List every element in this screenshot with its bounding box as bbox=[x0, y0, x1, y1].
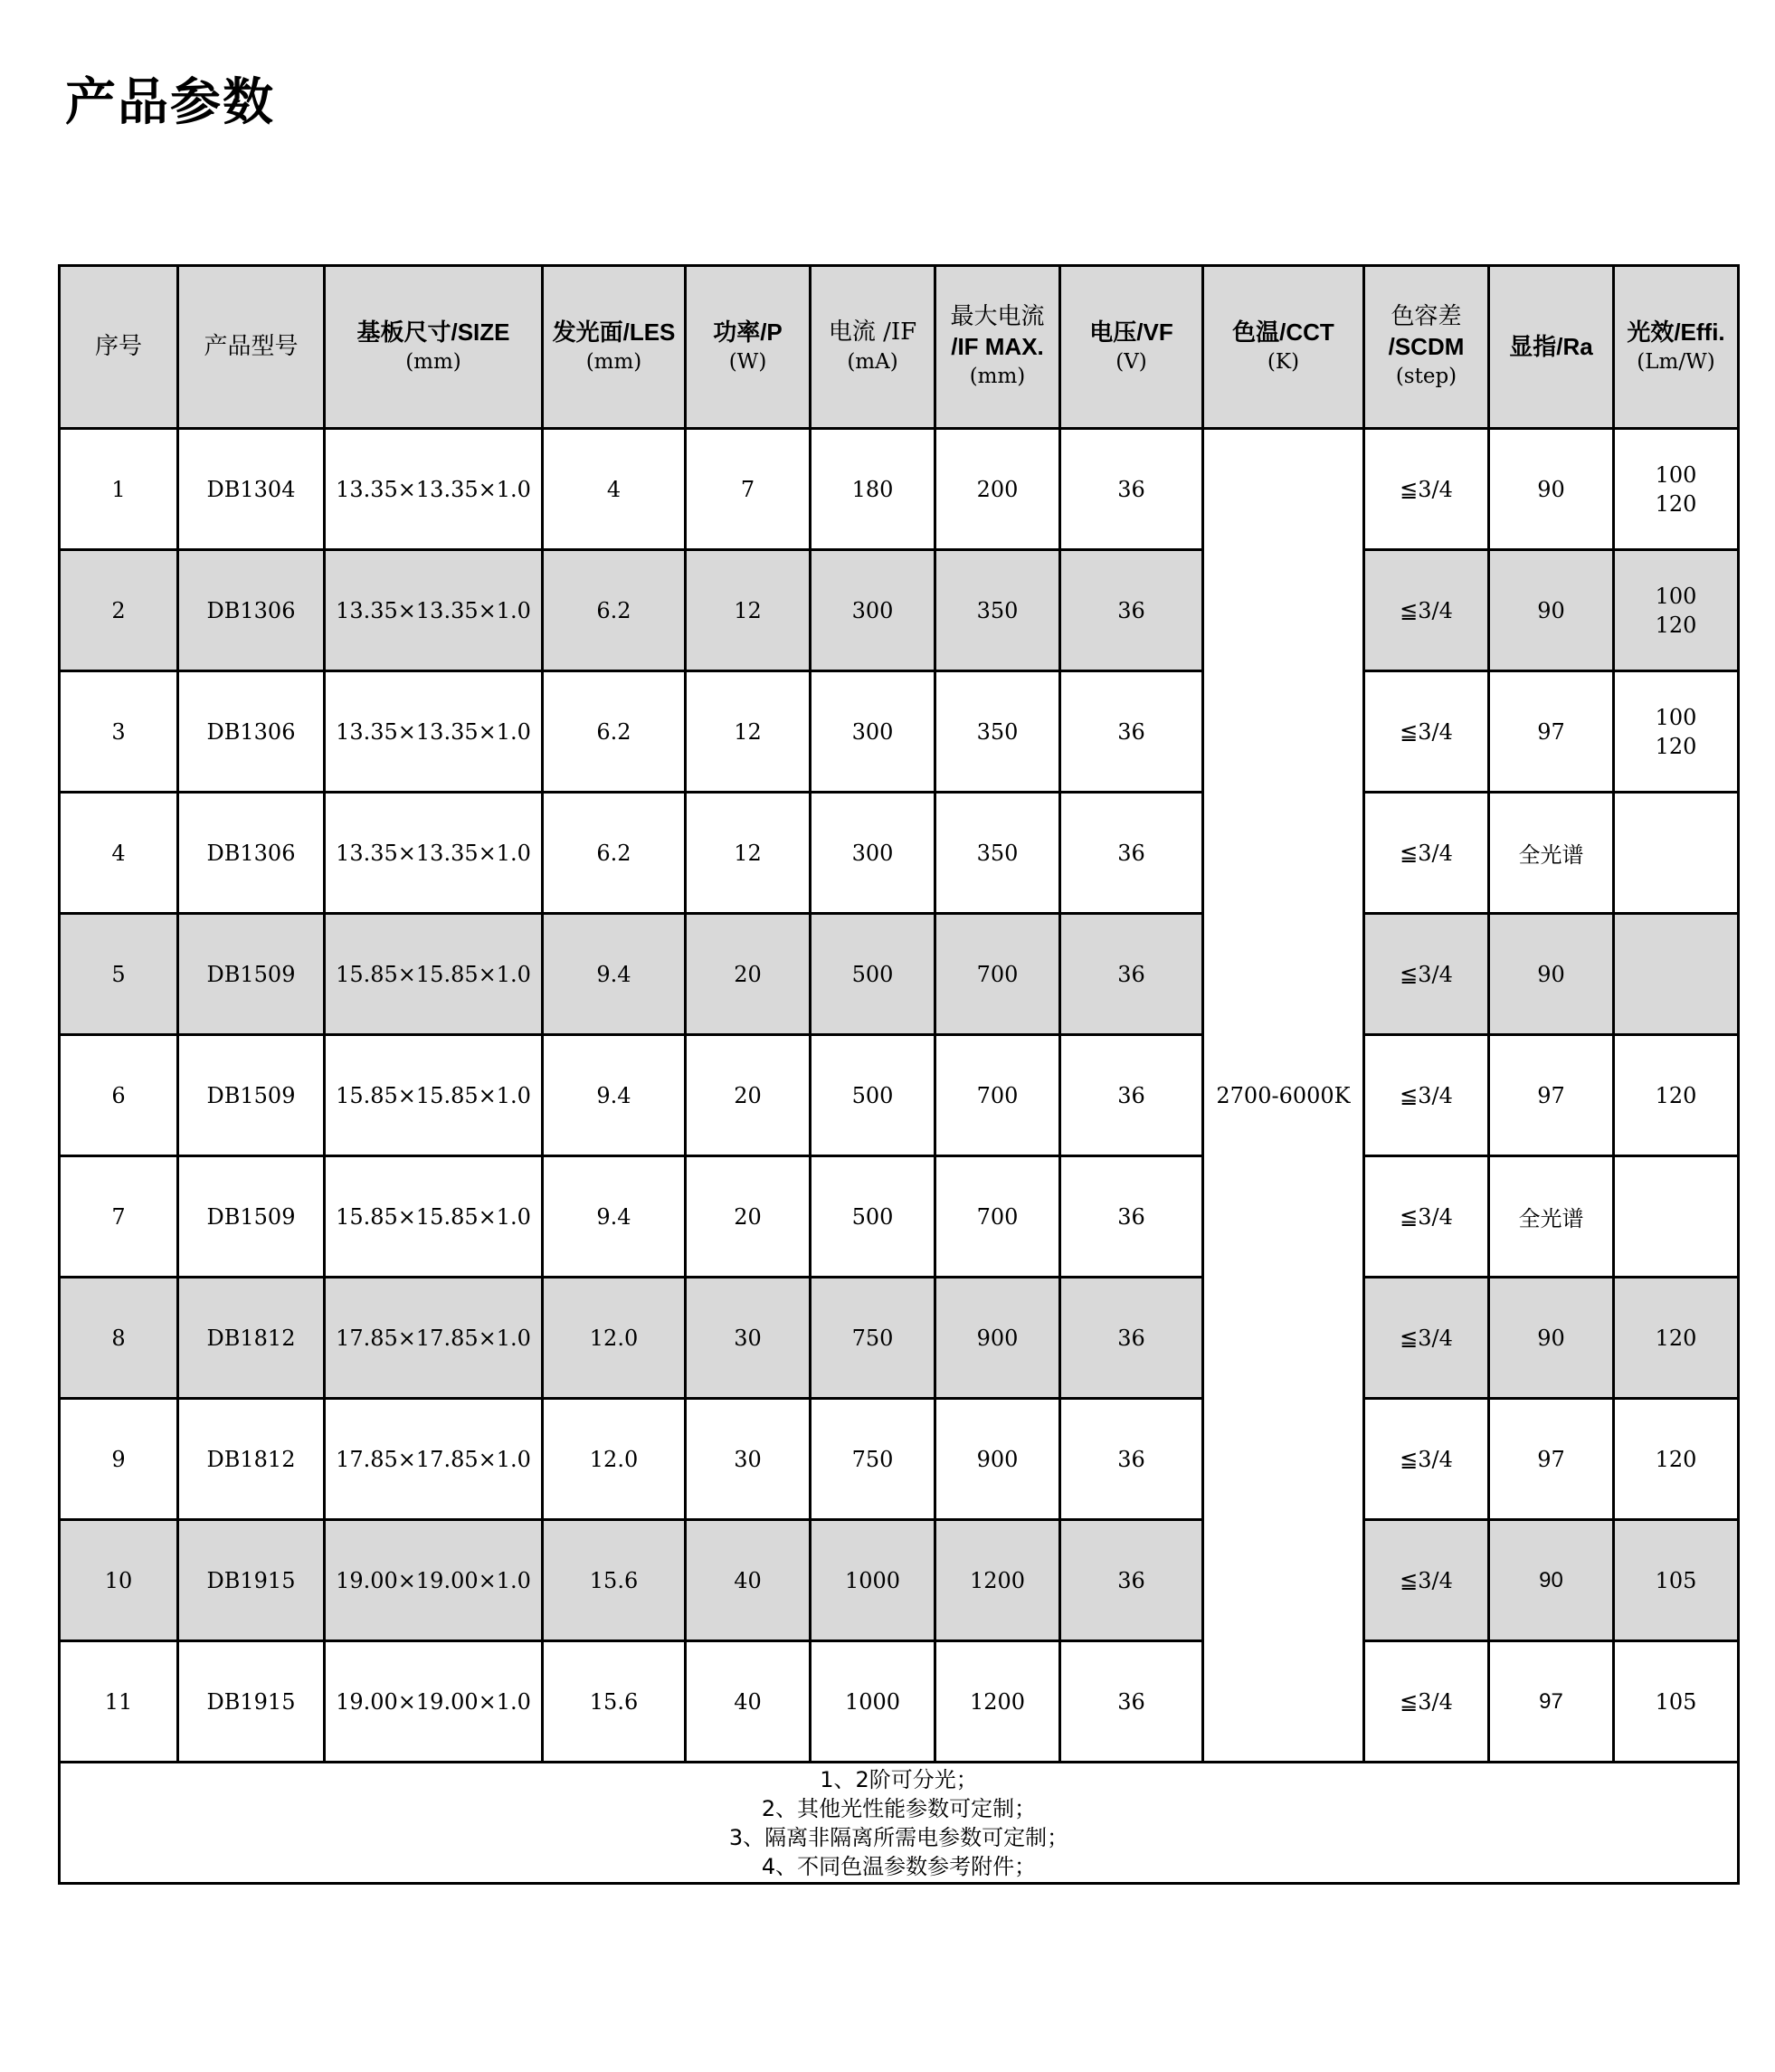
cell-model: DB1509 bbox=[178, 1156, 325, 1278]
cell-model: DB1306 bbox=[178, 671, 325, 793]
cell-size: 15.85×15.85×1.0 bbox=[325, 1035, 543, 1156]
cell-index: 10 bbox=[60, 1520, 178, 1641]
cell-size: 15.85×15.85×1.0 bbox=[325, 1156, 543, 1278]
note-3: 3、隔离非隔离所需电参数可定制； bbox=[728, 1824, 1069, 1850]
header-max-current-unit: (mm) bbox=[969, 365, 1026, 388]
cell-max-current: 200 bbox=[935, 429, 1060, 550]
cell-voltage: 36 bbox=[1060, 550, 1203, 671]
header-efficacy-label: 光效/Effi. bbox=[1627, 318, 1725, 346]
cell-max-current: 1200 bbox=[935, 1520, 1060, 1641]
cell-current: 750 bbox=[811, 1399, 935, 1520]
cell-les: 15.6 bbox=[543, 1520, 686, 1641]
note-2: 2、其他光性能参数可定制； bbox=[761, 1795, 1037, 1821]
cell-ra: 全光谱 bbox=[1489, 793, 1614, 914]
efficacy-value: 120 bbox=[1655, 612, 1697, 638]
cell-index: 7 bbox=[60, 1156, 178, 1278]
cell-max-current: 700 bbox=[935, 1156, 1060, 1278]
cell-current: 300 bbox=[811, 550, 935, 671]
cell-power: 40 bbox=[686, 1641, 811, 1763]
cell-index: 8 bbox=[60, 1278, 178, 1399]
cell-max-current: 350 bbox=[935, 671, 1060, 793]
table-row bbox=[60, 550, 1739, 671]
cell-sdcm: ≦3/4 bbox=[1364, 914, 1489, 1035]
header-max-current bbox=[935, 266, 1060, 429]
cell-efficacy bbox=[1614, 914, 1739, 1035]
cell-voltage: 36 bbox=[1060, 1520, 1203, 1641]
cell-efficacy bbox=[1614, 429, 1739, 550]
header-cct bbox=[1203, 266, 1364, 429]
table-row bbox=[60, 429, 1739, 550]
cell-model: DB1915 bbox=[178, 1520, 325, 1641]
cell-size: 13.35×13.35×1.0 bbox=[325, 550, 543, 671]
efficacy-value: 120 bbox=[1655, 1082, 1697, 1108]
header-size-unit: (mm) bbox=[405, 349, 461, 374]
cell-max-current: 700 bbox=[935, 914, 1060, 1035]
cell-les: 6.2 bbox=[543, 793, 686, 914]
cell-sdcm: ≦3/4 bbox=[1364, 429, 1489, 550]
table-row bbox=[60, 1641, 1739, 1763]
header-index: 序号 bbox=[60, 266, 178, 429]
cell-max-current: 900 bbox=[935, 1399, 1060, 1520]
cell-model: DB1915 bbox=[178, 1641, 325, 1763]
efficacy-value: 105 bbox=[1655, 1567, 1697, 1593]
cell-sdcm: ≦3/4 bbox=[1364, 1035, 1489, 1156]
cell-les: 4 bbox=[543, 429, 686, 550]
header-current-unit: (mA) bbox=[847, 349, 898, 374]
cell-ra: 97 bbox=[1489, 671, 1614, 793]
cell-les: 9.4 bbox=[543, 914, 686, 1035]
cell-max-current: 1200 bbox=[935, 1641, 1060, 1763]
header-max-current-line1: 最大电流 bbox=[950, 303, 1045, 330]
cell-efficacy bbox=[1614, 550, 1739, 671]
product-parameter-table bbox=[58, 264, 1740, 1885]
cell-current: 1000 bbox=[811, 1520, 935, 1641]
cell-ra: 97 bbox=[1489, 1641, 1614, 1763]
efficacy-value: 100 bbox=[1655, 583, 1697, 609]
cell-index: 4 bbox=[60, 793, 178, 914]
cell-power: 40 bbox=[686, 1520, 811, 1641]
note-4: 4、不同色温参数参考附件； bbox=[761, 1853, 1037, 1879]
cell-sdcm: ≦3/4 bbox=[1364, 550, 1489, 671]
cell-power: 20 bbox=[686, 1035, 811, 1156]
header-sdcm bbox=[1364, 266, 1489, 429]
cell-max-current: 350 bbox=[935, 550, 1060, 671]
cell-ra: 97 bbox=[1489, 1399, 1614, 1520]
cell-les: 12.0 bbox=[543, 1399, 686, 1520]
cell-size: 15.85×15.85×1.0 bbox=[325, 914, 543, 1035]
header-sdcm-line2: /SCDM bbox=[1388, 333, 1465, 360]
cell-sdcm: ≦3/4 bbox=[1364, 671, 1489, 793]
cell-size: 13.35×13.35×1.0 bbox=[325, 429, 543, 550]
cell-index: 9 bbox=[60, 1399, 178, 1520]
table-row bbox=[60, 671, 1739, 793]
cell-power: 30 bbox=[686, 1278, 811, 1399]
cell-sdcm: ≦3/4 bbox=[1364, 793, 1489, 914]
header-power-label: 功率/P bbox=[713, 318, 783, 346]
cell-index: 1 bbox=[60, 429, 178, 550]
cell-power: 20 bbox=[686, 914, 811, 1035]
cell-voltage: 36 bbox=[1060, 1278, 1203, 1399]
cell-power: 12 bbox=[686, 550, 811, 671]
cell-sdcm: ≦3/4 bbox=[1364, 1641, 1489, 1763]
header-efficacy-unit: (Lm/W) bbox=[1637, 349, 1715, 374]
header-les-unit: (mm) bbox=[585, 349, 642, 374]
cell-ra: 97 bbox=[1489, 1035, 1614, 1156]
cell-size: 13.35×13.35×1.0 bbox=[325, 793, 543, 914]
header-voltage-unit: (V) bbox=[1115, 349, 1147, 374]
cell-sdcm: ≦3/4 bbox=[1364, 1520, 1489, 1641]
cell-sdcm: ≦3/4 bbox=[1364, 1156, 1489, 1278]
notes-cell bbox=[60, 1763, 1739, 1884]
header-size bbox=[325, 266, 543, 429]
table-row bbox=[60, 1520, 1739, 1641]
cell-power: 7 bbox=[686, 429, 811, 550]
cell-current: 500 bbox=[811, 1035, 935, 1156]
cell-power: 12 bbox=[686, 793, 811, 914]
cell-sdcm: ≦3/4 bbox=[1364, 1278, 1489, 1399]
cell-ra: 90 bbox=[1489, 550, 1614, 671]
cell-size: 17.85×17.85×1.0 bbox=[325, 1399, 543, 1520]
cell-model: DB1812 bbox=[178, 1278, 325, 1399]
header-model: 产品型号 bbox=[178, 266, 325, 429]
header-current-label: 电流 /IF bbox=[828, 318, 917, 346]
table-row bbox=[60, 1156, 1739, 1278]
cell-efficacy bbox=[1614, 671, 1739, 793]
header-les bbox=[543, 266, 686, 429]
efficacy-value: 120 bbox=[1655, 490, 1697, 517]
cell-voltage: 36 bbox=[1060, 1156, 1203, 1278]
cell-voltage: 36 bbox=[1060, 793, 1203, 914]
cell-efficacy bbox=[1614, 1156, 1739, 1278]
cell-ra: 全光谱 bbox=[1489, 1156, 1614, 1278]
page-title: 产品参数 bbox=[65, 73, 275, 132]
table-row bbox=[60, 793, 1739, 914]
cell-voltage: 36 bbox=[1060, 671, 1203, 793]
table-row bbox=[60, 914, 1739, 1035]
cell-ra: 90 bbox=[1489, 914, 1614, 1035]
cell-index: 11 bbox=[60, 1641, 178, 1763]
cell-index: 6 bbox=[60, 1035, 178, 1156]
cell-index: 2 bbox=[60, 550, 178, 671]
notes-row bbox=[60, 1763, 1739, 1884]
cell-les: 12.0 bbox=[543, 1278, 686, 1399]
cell-size: 19.00×19.00×1.0 bbox=[325, 1641, 543, 1763]
header-current bbox=[811, 266, 935, 429]
header-sdcm-line1: 色容差 bbox=[1391, 303, 1462, 330]
cell-efficacy bbox=[1614, 1641, 1739, 1763]
efficacy-value: 120 bbox=[1655, 1325, 1697, 1351]
table-header-row bbox=[60, 266, 1739, 429]
cell-current: 1000 bbox=[811, 1641, 935, 1763]
cell-les: 9.4 bbox=[543, 1035, 686, 1156]
table-row bbox=[60, 1278, 1739, 1399]
cell-current: 500 bbox=[811, 1156, 935, 1278]
header-efficacy bbox=[1614, 266, 1739, 429]
header-les-label: 发光面/LES bbox=[552, 318, 676, 346]
header-size-label: 基板尺寸/SIZE bbox=[356, 318, 510, 346]
cell-size: 19.00×19.00×1.0 bbox=[325, 1520, 543, 1641]
cell-power: 30 bbox=[686, 1399, 811, 1520]
table-body bbox=[60, 429, 1739, 1763]
cell-power: 12 bbox=[686, 671, 811, 793]
cell-efficacy bbox=[1614, 1399, 1739, 1520]
cell-current: 300 bbox=[811, 671, 935, 793]
efficacy-value: 100 bbox=[1655, 461, 1697, 488]
cell-ra: 90 bbox=[1489, 1520, 1614, 1641]
cell-index: 5 bbox=[60, 914, 178, 1035]
cell-current: 500 bbox=[811, 914, 935, 1035]
cell-voltage: 36 bbox=[1060, 1035, 1203, 1156]
cell-sdcm: ≦3/4 bbox=[1364, 1399, 1489, 1520]
cell-size: 13.35×13.35×1.0 bbox=[325, 671, 543, 793]
header-power bbox=[686, 266, 811, 429]
cell-ra: 90 bbox=[1489, 429, 1614, 550]
cell-model: DB1304 bbox=[178, 429, 325, 550]
cell-voltage: 36 bbox=[1060, 1641, 1203, 1763]
header-voltage-label: 电压/VF bbox=[1089, 318, 1173, 346]
cell-index: 3 bbox=[60, 671, 178, 793]
cell-les: 6.2 bbox=[543, 671, 686, 793]
cell-max-current: 700 bbox=[935, 1035, 1060, 1156]
cell-model: DB1509 bbox=[178, 1035, 325, 1156]
efficacy-value: 100 bbox=[1655, 704, 1697, 730]
cell-les: 6.2 bbox=[543, 550, 686, 671]
cell-current: 750 bbox=[811, 1278, 935, 1399]
cell-les: 15.6 bbox=[543, 1641, 686, 1763]
cell-efficacy bbox=[1614, 1278, 1739, 1399]
cell-voltage: 36 bbox=[1060, 1399, 1203, 1520]
header-max-current-line2: /IF MAX. bbox=[951, 333, 1044, 360]
cell-cct-merged: 2700-6000K bbox=[1203, 429, 1364, 1763]
cell-efficacy bbox=[1614, 1035, 1739, 1156]
cell-les: 9.4 bbox=[543, 1156, 686, 1278]
header-power-unit: (W) bbox=[728, 349, 767, 374]
cell-ra: 90 bbox=[1489, 1278, 1614, 1399]
cell-current: 300 bbox=[811, 793, 935, 914]
header-ra: 显指/Ra bbox=[1489, 266, 1614, 429]
cell-efficacy bbox=[1614, 1520, 1739, 1641]
efficacy-value: 120 bbox=[1655, 733, 1697, 759]
table-row bbox=[60, 1399, 1739, 1520]
header-sdcm-unit: (step) bbox=[1395, 365, 1457, 388]
cell-current: 180 bbox=[811, 429, 935, 550]
header-cct-label: 色温/CCT bbox=[1232, 318, 1334, 346]
cell-model: DB1306 bbox=[178, 793, 325, 914]
table-row bbox=[60, 1035, 1739, 1156]
efficacy-value: 120 bbox=[1655, 1446, 1697, 1472]
header-voltage bbox=[1060, 266, 1203, 429]
header-cct-unit: (K) bbox=[1267, 349, 1300, 374]
note-1: 1、2阶可分光； bbox=[820, 1766, 978, 1792]
cell-power: 20 bbox=[686, 1156, 811, 1278]
cell-model: DB1509 bbox=[178, 914, 325, 1035]
cell-model: DB1306 bbox=[178, 550, 325, 671]
cell-max-current: 350 bbox=[935, 793, 1060, 914]
cell-size: 17.85×17.85×1.0 bbox=[325, 1278, 543, 1399]
efficacy-value: 105 bbox=[1655, 1688, 1697, 1715]
cell-voltage: 36 bbox=[1060, 914, 1203, 1035]
cell-model: DB1812 bbox=[178, 1399, 325, 1520]
cell-voltage: 36 bbox=[1060, 429, 1203, 550]
cell-efficacy bbox=[1614, 793, 1739, 914]
cell-max-current: 900 bbox=[935, 1278, 1060, 1399]
